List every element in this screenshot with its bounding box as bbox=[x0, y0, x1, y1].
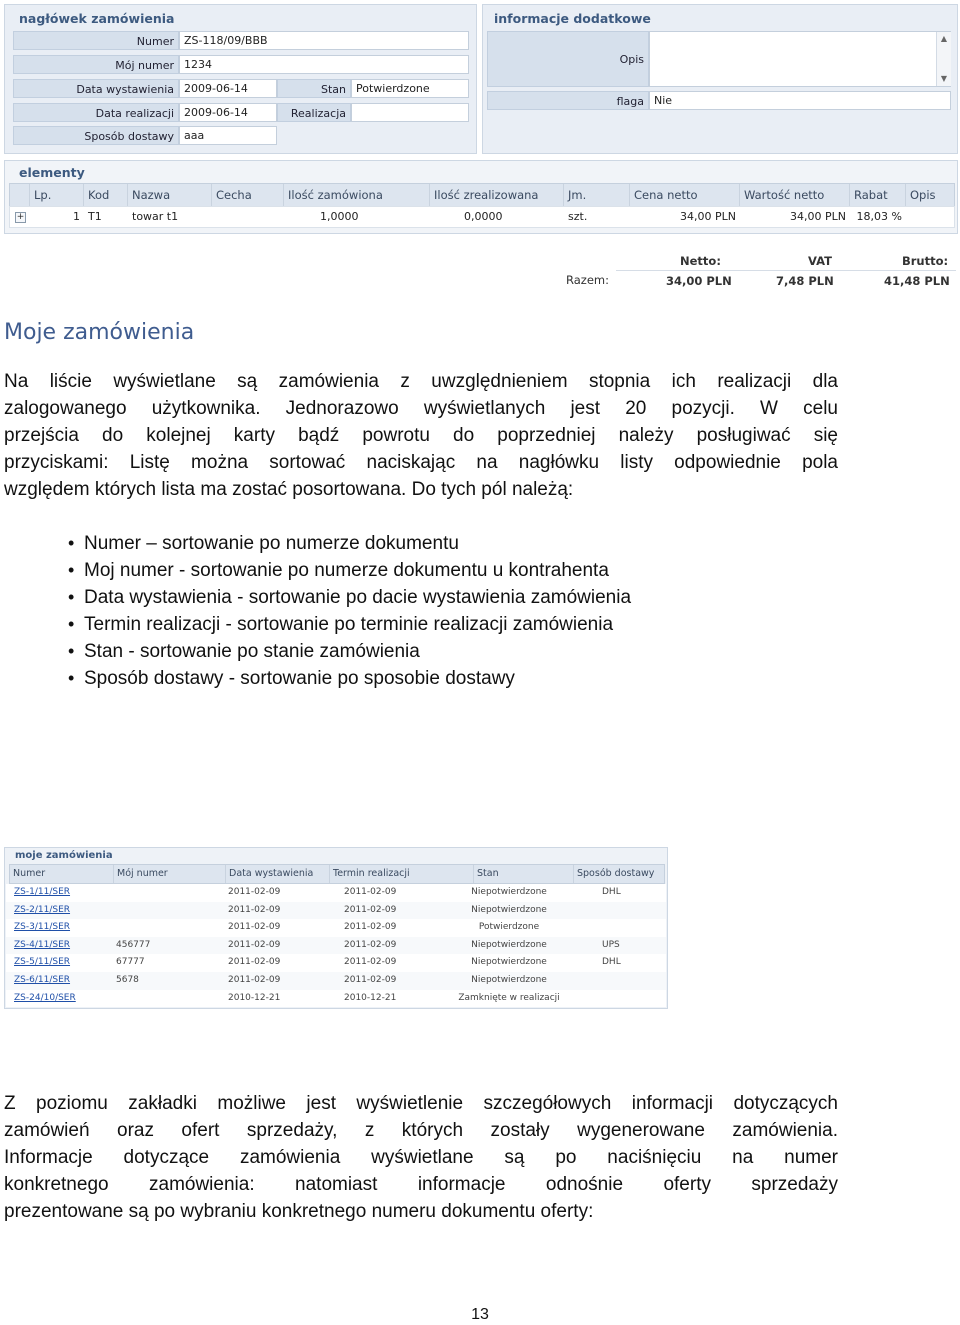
expand-col-header bbox=[10, 184, 30, 206]
paragraph-intro bbox=[4, 368, 838, 503]
order-header-panel bbox=[4, 4, 477, 154]
cell-jm: szt. bbox=[568, 210, 588, 223]
additional-info-panel bbox=[482, 4, 958, 154]
cell-ilosc-zamowiona: 1,0000 bbox=[320, 210, 359, 223]
brutto-value: 41,48 PLN bbox=[884, 274, 950, 288]
cell-termin-realizacji: 2011-02-09 bbox=[344, 939, 397, 950]
paragraph-details bbox=[4, 1090, 838, 1225]
elements-title: elementy bbox=[19, 165, 85, 180]
cell-stan: Niepotwierdzone bbox=[471, 975, 547, 985]
list-item: • Stan - sortowanie po stanie zamówienia bbox=[66, 638, 631, 665]
table-row[interactable] bbox=[6, 990, 666, 1008]
paragraph-line: Z poziomu zakładki możliwe jest wyświetlenie szczegółowych informacji dotyczących bbox=[4, 1093, 838, 1114]
cell-data-wystawienia: 2011-02-09 bbox=[228, 922, 281, 933]
paragraph-line: Na liście wyświetlane są zamówienia z uwzględnieniem stopnia ich realizacji dla bbox=[4, 371, 838, 392]
opis-scrollbar[interactable] bbox=[936, 32, 951, 86]
cell-moj-numer: 5678 bbox=[116, 975, 139, 985]
sposob-dostawy-field[interactable]: aaa bbox=[179, 126, 277, 145]
col-header-numer[interactable]: Numer bbox=[10, 865, 114, 883]
page-number: 13 bbox=[471, 1306, 489, 1323]
cell-data-wystawienia: 2011-02-09 bbox=[228, 975, 281, 985]
col-header-lp[interactable]: Lp. bbox=[30, 184, 84, 206]
col-header-nazwa[interactable]: Nazwa bbox=[128, 184, 212, 206]
orders-list-title: moje zamówienia bbox=[15, 850, 113, 861]
flaga-field[interactable]: Nie bbox=[649, 91, 951, 110]
cell-termin-realizacji: 2011-02-09 bbox=[344, 904, 397, 915]
col-header-opis[interactable]: Opis bbox=[910, 188, 936, 202]
stan-label: Stan bbox=[277, 79, 351, 98]
list-item: • Numer – sortowanie po numerze dokumentu bbox=[66, 530, 631, 557]
data-wystawienia-field[interactable]: 2009-06-14 bbox=[179, 79, 277, 98]
netto-value: 34,00 PLN bbox=[666, 274, 732, 288]
realizacja-label: Realizacja bbox=[277, 103, 351, 122]
order-number-link[interactable]: ZS-5/11/SER bbox=[14, 957, 71, 968]
orders-list-panel bbox=[4, 847, 668, 1009]
list-item: • Termin realizacji - sortowanie po terminie realizacji zamówienia bbox=[66, 611, 631, 638]
cell-termin-realizacji: 2011-02-09 bbox=[344, 975, 397, 985]
data-wystawienia-label: Data wystawienia bbox=[13, 79, 179, 98]
cell-sposob-dostawy: DHL bbox=[602, 957, 621, 968]
col-header-ilosc-zrealizowana[interactable]: Ilość zrealizowana bbox=[430, 184, 564, 206]
totals-area bbox=[560, 250, 956, 294]
order-header-title: nagłówek zamówienia bbox=[19, 11, 175, 26]
cell-termin-realizacji: 2011-02-09 bbox=[344, 922, 397, 933]
list-item: • Moj numer - sortowanie po numerze dokumentu u kontrahenta bbox=[66, 557, 631, 584]
sposob-dostawy-label: Sposób dostawy bbox=[13, 126, 179, 145]
numer-field[interactable]: ZS-118/09/BBB bbox=[179, 31, 469, 50]
cell-wartosc-netto: 34,00 PLN bbox=[790, 210, 846, 223]
table-row[interactable] bbox=[6, 954, 666, 972]
stan-field[interactable]: Potwierdzone bbox=[351, 79, 469, 98]
cell-rabat: 18,03 % bbox=[856, 210, 902, 223]
paragraph-line: konkretnego zamówienia: natomiast informacje odnośnie oferty sprzedaży bbox=[4, 1174, 838, 1195]
orders-list-header bbox=[9, 864, 665, 884]
order-number-link[interactable]: ZS-2/11/SER bbox=[14, 904, 71, 915]
col-header-wartosc-netto[interactable]: Wartość netto bbox=[740, 184, 850, 206]
realizacja-field[interactable] bbox=[351, 103, 469, 122]
col-header-rabat[interactable]: Rabat bbox=[850, 184, 906, 206]
scroll-down-icon[interactable]: ▼ bbox=[940, 74, 948, 83]
order-number-link[interactable]: ZS-1/11/SER bbox=[14, 887, 71, 897]
paragraph-line: przyciskami: Listę można sortować naciskając na nagłówku listy odpowiednie pola bbox=[4, 452, 838, 473]
paragraph-line: względem których lista ma zostać posortowana. Do tych pól należą: bbox=[4, 479, 574, 500]
sort-fields-list bbox=[66, 530, 631, 692]
paragraph-line: Informacje dotyczące zamówienia wyświetlane są po naciśnięciu na numer bbox=[4, 1147, 838, 1168]
vat-label: VAT bbox=[808, 254, 832, 268]
cell-data-wystawienia: 2011-02-09 bbox=[228, 939, 281, 950]
cell-termin-realizacji: 2011-02-09 bbox=[344, 887, 397, 897]
cell-moj-numer: 456777 bbox=[116, 939, 151, 950]
additional-info-title: informacje dodatkowe bbox=[494, 11, 651, 26]
cell-stan: Niepotwierdzone bbox=[471, 957, 547, 968]
col-header-cecha[interactable]: Cecha bbox=[212, 184, 284, 206]
cell-termin-realizacji: 2011-02-09 bbox=[344, 957, 397, 968]
col-header-sposob-dostawy[interactable]: Sposób dostawy bbox=[577, 868, 655, 879]
vat-value: 7,48 PLN bbox=[776, 274, 834, 288]
table-row[interactable] bbox=[6, 884, 666, 902]
order-number-link[interactable]: ZS-24/10/SER bbox=[14, 992, 76, 1003]
cell-kod: T1 bbox=[88, 210, 102, 223]
list-item: • Data wystawienia - sortowanie po dacie wystawienia zamówienia bbox=[66, 584, 631, 611]
col-header-stan[interactable]: Stan bbox=[474, 865, 574, 883]
data-realizacji-field[interactable]: 2009-06-14 bbox=[179, 103, 277, 122]
cell-moj-numer: 67777 bbox=[116, 957, 145, 968]
cell-data-wystawienia: 2011-02-09 bbox=[228, 904, 281, 915]
opis-label: Opis bbox=[487, 31, 649, 87]
scroll-up-icon[interactable]: ▲ bbox=[940, 34, 948, 43]
table-row[interactable] bbox=[6, 902, 666, 920]
cell-stan: Potwierdzone bbox=[478, 922, 540, 933]
paragraph-line: zalogowanego użytkownika. Jednorazowo wyświetlanych jest 20 pozycji. W celu bbox=[4, 398, 838, 419]
col-header-data-wystawienia[interactable]: Data wystawienia bbox=[226, 865, 330, 883]
section-heading: Moje zamówienia bbox=[4, 320, 195, 345]
table-row[interactable] bbox=[6, 937, 666, 955]
cell-stan: Niepotwierdzone bbox=[471, 904, 547, 915]
data-realizacji-label: Data realizacji bbox=[13, 103, 179, 122]
moj-numer-field[interactable]: 1234 bbox=[179, 55, 469, 74]
cell-cena-netto: 34,00 PLN bbox=[680, 210, 736, 223]
col-header-kod[interactable]: Kod bbox=[84, 184, 128, 206]
paragraph-line: zamówień oraz ofert sprzedaży, z których zostały wygenerowane zamówienia. bbox=[4, 1120, 838, 1141]
opis-textarea[interactable] bbox=[649, 31, 951, 87]
razem-label: Razem: bbox=[566, 273, 609, 287]
moj-numer-label: Mój numer bbox=[13, 55, 179, 74]
netto-label: Netto: bbox=[680, 254, 721, 268]
order-number-link[interactable]: ZS-4/11/SER bbox=[14, 939, 71, 950]
cell-sposob-dostawy: UPS bbox=[602, 939, 620, 950]
list-item: • Sposób dostawy - sortowanie po sposobie dostawy bbox=[66, 665, 631, 692]
col-header-ilosc-zamowiona[interactable]: Ilość zamówiona bbox=[284, 184, 430, 206]
col-header-moj-numer[interactable]: Mój numer bbox=[114, 865, 226, 883]
cell-stan: Niepotwierdzone bbox=[471, 887, 547, 897]
col-header-termin-realizacji[interactable]: Termin realizacji bbox=[330, 865, 474, 883]
order-number-link[interactable]: ZS-3/11/SER bbox=[14, 922, 71, 933]
cell-stan: Niepotwierdzone bbox=[471, 939, 547, 950]
cell-nazwa: towar t1 bbox=[132, 210, 179, 223]
cell-data-wystawienia: 2011-02-09 bbox=[228, 887, 281, 897]
paragraph-line: przejścia do kolejnej karty bądź powrotu do poprzedniej należy posługiwać się bbox=[4, 425, 838, 446]
cell-lp: 1 bbox=[73, 210, 80, 223]
plus-icon[interactable]: + bbox=[16, 212, 25, 222]
cell-stan: Zamknięte w realizacji bbox=[458, 992, 560, 1003]
table-row[interactable] bbox=[9, 206, 955, 228]
cell-data-wystawienia: 2011-02-09 bbox=[228, 957, 281, 968]
col-header-jm[interactable]: Jm. bbox=[564, 184, 630, 206]
elements-grid-header bbox=[9, 183, 955, 207]
cell-termin-realizacji: 2010-12-21 bbox=[344, 992, 397, 1003]
cell-opis bbox=[906, 207, 954, 227]
cell-cecha bbox=[212, 207, 284, 227]
flaga-label: flaga bbox=[487, 91, 649, 110]
order-number-link[interactable]: ZS-6/11/SER bbox=[14, 975, 71, 985]
paragraph-line: prezentowane są po wybraniu konkretnego numeru dokumentu oferty: bbox=[4, 1201, 594, 1222]
cell-data-wystawienia: 2010-12-21 bbox=[228, 992, 281, 1003]
elements-panel bbox=[4, 160, 958, 234]
cell-sposob-dostawy: DHL bbox=[602, 887, 621, 897]
cell-ilosc-zrealizowana: 0,0000 bbox=[464, 210, 503, 223]
brutto-label: Brutto: bbox=[902, 254, 949, 268]
table-row[interactable] bbox=[6, 919, 666, 937]
col-header-cena-netto[interactable]: Cena netto bbox=[630, 184, 740, 206]
numer-label: Numer bbox=[13, 31, 179, 50]
table-row[interactable] bbox=[6, 972, 666, 990]
